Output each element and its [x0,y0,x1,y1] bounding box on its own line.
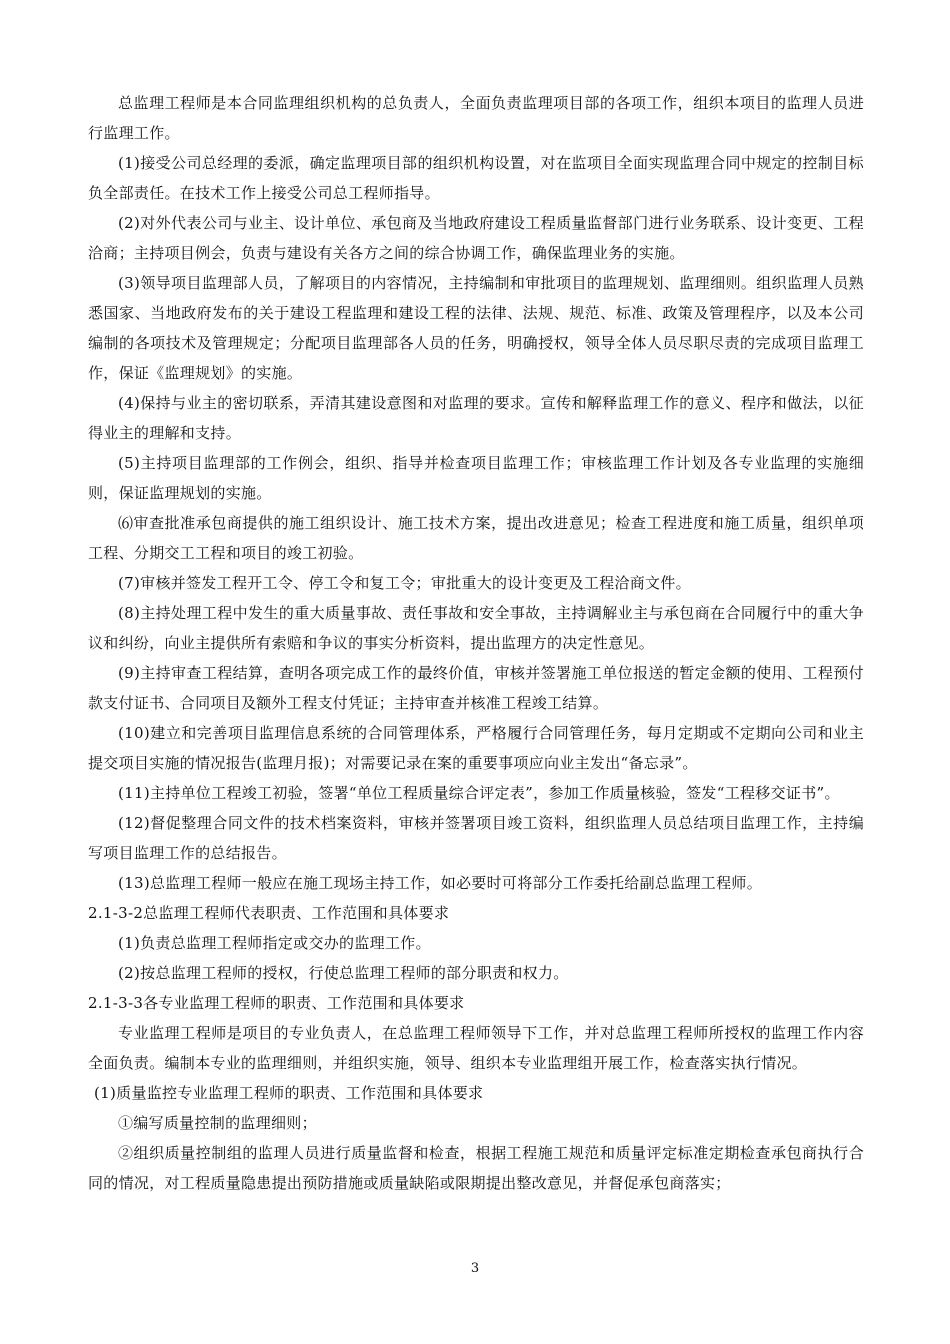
paragraph: (9)主持审查工程结算，查明各项完成工作的最终价值，审核并签署施工单位报送的暂定金额的使用、工程预付款支付证书、合同项目及额外工程支付凭证；主持审查并核准工程竣工结算。 [88,664,864,712]
paragraph: (13)总监理工程师一般应在施工现场主持工作，如必要时可将部分工作委托给副总监理工程师。 [118,874,762,892]
paragraph: (5)主持项目监理部的工作例会，组织、指导并检查项目监理工作；审核监理工作计划及各专业监理的实施细则，保证监理规划的实施。 [88,454,864,502]
section-heading: 2.1-3-3各专业监理工程师的职责、工作范围和具体要求 [88,994,465,1012]
section-heading: 2.1-3-2总监理工程师代表职责、工作范围和具体要求 [88,904,450,922]
paragraph: (11)主持单位工程竣工初验，签署“单位工程质量综合评定表”，参加工作质量核验，签发“工程移交证书”。 [118,784,840,802]
document-body [88,88,864,1198]
paragraph: (4)保持与业主的密切联系，弄清其建设意图和对监理的要求。宣传和解释监理工作的意义、程序和做法，以征得业主的理解和支持。 [88,394,864,442]
paragraph: (7)审核并签发工程开工令、停工令和复工令；审批重大的设计变更及工程洽商文件。 [118,574,691,592]
paragraph: (3)领导项目监理部人员，了解项目的内容情况，主持编制和审批项目的监理规划、监理细则。组织监理人员熟悉国家、当地政府发布的关于建设工程监理和建设工程的法律、法规、规范、标准、政策及管理程序，以及本公司编制的各项技术及管理规定；分配项目监理部各人员的任务，明确授权，领导全体人员尽职尽责的完成项目监理工作，保证《监理规划》的实施。 [88,274,864,382]
paragraph: (12)督促整理合同文件的技术档案资料，审核并签署项目竣工资料，组织监理人员总结项目监理工作，主持编写项目监理工作的总结报告。 [88,814,864,862]
paragraph: (2)对外代表公司与业主、设计单位、承包商及当地政府建设工程质量监督部门进行业务联系、设计变更、工程洽商；主持项目例会，负责与建设有关各方之间的综合协调工作，确保监理业务的实施。 [88,214,864,262]
paragraph: ②组织质量控制组的监理人员进行质量监督和检查，根据工程施工规范和质量评定标准定期检查承包商执行合同的情况，对工程质量隐患提出预防措施或质量缺陷或限期提出整改意见，并督促承包商落实； [88,1144,864,1192]
paragraph: ①编写质量控制的监理细则； [118,1114,317,1132]
paragraph: (2)按总监理工程师的授权，行使总监理工程师的部分职责和权力。 [118,964,569,982]
page-number: 3 [470,1261,480,1276]
paragraph: 总监理工程师是本合同监理组织机构的总负责人，全面负责监理项目部的各项工作，组织本项目的监理人员进行监理工作。 [88,94,864,142]
subsection-heading: (1)质量监控专业监理工程师的职责、工作范围和具体要求 [94,1084,484,1102]
paragraph: (1)负责总监理工程师指定或交办的监理工作。 [118,934,431,952]
paragraph: (1)接受公司总经理的委派，确定监理项目部的组织机构设置，对在监项目全面实现监理合同中规定的控制目标负全部责任。在技术工作上接受公司总工程师指导。 [88,154,864,202]
paragraph: ⑹审查批准承包商提供的施工组织设计、施工技术方案，提出改进意见；检查工程进度和施工质量，组织单项工程、分期交工工程和项目的竣工初验。 [88,514,864,562]
paragraph: (10)建立和完善项目监理信息系统的合同管理体系，严格履行合同管理任务，每月定期或不定期向公司和业主提交项目实施的情况报告(监理月报)；对需要记录在案的重要事项应向业主发出“备忘录”。 [88,724,864,772]
paragraph: 专业监理工程师是项目的专业负责人，在总监理工程师领导下工作，并对总监理工程师所授权的监理工作内容全面负责。编制本专业的监理细则，并组织实施，领导、组织本专业监理组开展工作，检查落实执行情况。 [88,1024,864,1072]
paragraph: (8)主持处理工程中发生的重大质量事故、责任事故和安全事故，主持调解业主与承包商在合同履行中的重大争议和纠纷，向业主提供所有索赔和争议的事实分析资料，提出监理方的决定性意见。 [88,604,864,652]
